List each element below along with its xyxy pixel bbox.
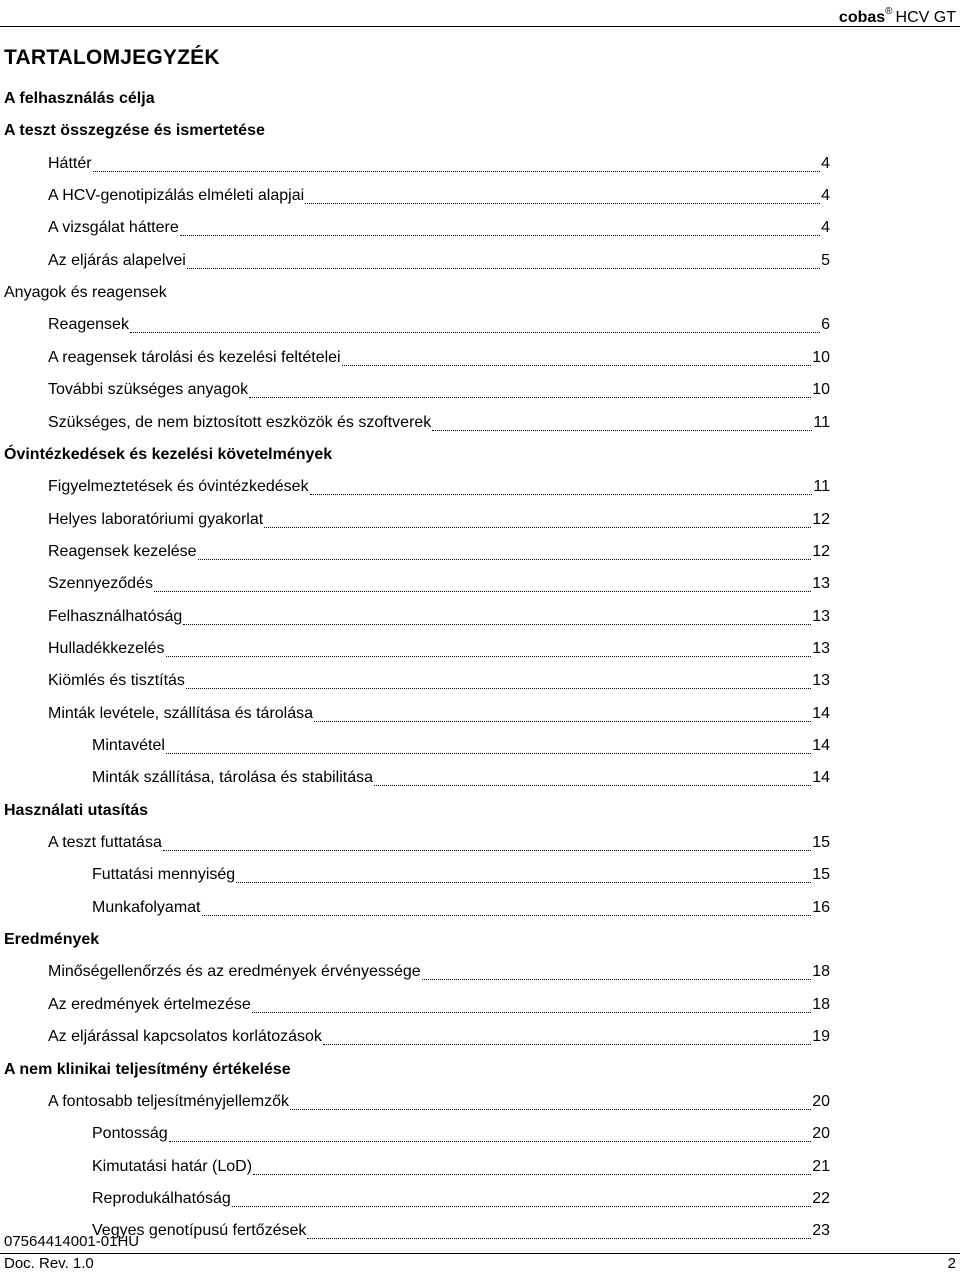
dot-leader: [169, 1141, 812, 1142]
toc-entry[interactable]: [48, 539, 830, 565]
toc-entry[interactable]: [92, 765, 830, 791]
toc-entry-label: Reprodukálhatóság: [92, 1190, 231, 1207]
toc-entry[interactable]: [48, 668, 830, 694]
toc-entry-label: Háttér: [48, 155, 92, 172]
toc-entry-label: A reagensek tárolási és kezelési feltételei: [48, 349, 341, 366]
footer-divider: [0, 1253, 960, 1254]
dot-leader: [166, 656, 812, 657]
toc-entry-page: 21: [812, 1158, 830, 1175]
toc-entry[interactable]: [48, 604, 830, 630]
toc-entry-page: 13: [812, 672, 830, 689]
toc-entry-page: 4: [821, 187, 830, 204]
toc-entry[interactable]: [92, 1186, 830, 1212]
toc-entry-page: 12: [812, 511, 830, 528]
dot-leader: [232, 1206, 811, 1207]
toc-entry-label: A nem klinikai teljesítmény értékelése: [4, 1061, 291, 1078]
toc-entry[interactable]: [92, 733, 830, 759]
dot-leader: [307, 1238, 811, 1239]
toc-entry-page: 20: [812, 1093, 830, 1110]
dot-leader: [166, 753, 811, 754]
document-number: 07564414001-01HU: [4, 1233, 140, 1250]
toc-entry-label: Figyelmeztetések és óvintézkedések: [48, 478, 309, 495]
dot-leader: [310, 494, 813, 495]
toc-entry[interactable]: [48, 410, 830, 436]
dot-leader: [180, 235, 820, 236]
product-name: HCV GT: [895, 9, 956, 26]
toc-entry[interactable]: [48, 959, 830, 985]
dot-leader: [154, 591, 811, 592]
toc-heading: [4, 86, 155, 112]
dot-leader: [432, 430, 812, 431]
dot-leader: [252, 1012, 811, 1013]
toc-entry-label: A felhasználás célja: [4, 90, 155, 107]
dot-leader: [93, 171, 821, 172]
toc-entry-page: 13: [812, 575, 830, 592]
toc-entry[interactable]: [92, 895, 830, 921]
dot-leader: [253, 1174, 811, 1175]
toc-entry[interactable]: [48, 474, 830, 500]
toc-entry-page: 15: [812, 866, 830, 883]
toc-entry-label: Szennyeződés: [48, 575, 153, 592]
dot-leader: [249, 397, 811, 398]
toc-entry-label: A teszt összegzése és ismertetése: [4, 122, 265, 139]
toc-heading: [4, 798, 148, 824]
dot-leader: [187, 268, 820, 269]
toc-heading: [4, 1057, 291, 1083]
toc-entry-page: 11: [813, 478, 830, 495]
toc-entry[interactable]: [48, 507, 830, 533]
toc-title: TARTALOMJEGYZÉK: [4, 46, 220, 69]
dot-leader: [198, 559, 812, 560]
toc-entry-label: Az eljárás alapelvei: [48, 252, 186, 269]
dot-leader: [342, 365, 812, 366]
toc-entry[interactable]: [48, 571, 830, 597]
toc-entry-page: 18: [812, 963, 830, 980]
toc-entry-label: Pontosság: [92, 1125, 168, 1142]
toc-entry-page: 6: [821, 316, 830, 333]
toc-entry[interactable]: [48, 345, 830, 371]
toc-entry-label: Munkafolyamat: [92, 899, 201, 916]
toc-entry-label: Minták szállítása, tárolása és stabilitása: [92, 769, 374, 786]
toc-entry-page: 10: [812, 381, 830, 398]
toc-entry-page: 22: [812, 1190, 830, 1207]
dot-leader: [314, 721, 811, 722]
toc-entry-label: Mintavétel: [92, 737, 165, 754]
toc-entry[interactable]: [48, 215, 830, 241]
page-header: [839, 2, 956, 28]
toc-heading: [4, 118, 265, 144]
toc-entry-page: 12: [812, 543, 830, 560]
toc-entry-page: 13: [812, 608, 830, 625]
toc-entry-label: A vizsgálat háttere: [48, 219, 179, 236]
toc-entry-label: Kiömlés és tisztítás: [48, 672, 185, 689]
toc-entry[interactable]: [48, 312, 830, 338]
toc-entry-page: 13: [812, 640, 830, 657]
toc-entry[interactable]: [48, 830, 830, 856]
header-divider: [0, 26, 960, 27]
page-number: 2: [947, 1255, 956, 1272]
registered-mark: ®: [885, 6, 893, 17]
toc-entry-page: 5: [821, 252, 830, 269]
toc-entry-page: 16: [812, 899, 830, 916]
toc-entry[interactable]: [48, 151, 830, 177]
toc-entry[interactable]: [92, 862, 830, 888]
dot-leader: [374, 785, 811, 786]
toc-entry-page: 4: [821, 219, 830, 236]
toc-entry-page: 4: [821, 155, 830, 172]
toc-heading: [4, 442, 332, 468]
toc-entry-label: Az eljárással kapcsolatos korlátozások: [48, 1028, 322, 1045]
toc-entry[interactable]: [48, 1089, 830, 1115]
toc-entry-page: 14: [812, 737, 830, 754]
toc-entry[interactable]: [92, 1154, 830, 1180]
toc-entry-label: Óvintézkedések és kezelési követelmények: [4, 446, 333, 463]
toc-entry-label: Használati utasítás: [4, 802, 149, 819]
toc-entry[interactable]: [48, 183, 830, 209]
toc-entry-label: Az eredmények értelmezése: [48, 996, 251, 1013]
toc-entry-label: Reagensek kezelése: [48, 543, 197, 560]
toc-entry-page: 23: [812, 1222, 830, 1239]
toc-entry-page: 10: [812, 349, 830, 366]
dot-leader: [183, 624, 811, 625]
dot-leader: [163, 850, 811, 851]
toc-entry-label: Reagensek: [48, 316, 129, 333]
toc-heading: [4, 280, 167, 306]
toc-entry-label: Hulladékkezelés: [48, 640, 165, 657]
toc-entry-page: 20: [812, 1125, 830, 1142]
dot-leader: [323, 1044, 811, 1045]
toc-entry-label: Helyes laboratóriumi gyakorlat: [48, 511, 264, 528]
toc-entry-label: A HCV-genotipizálás elméleti alapjai: [48, 187, 305, 204]
toc-entry-page: 14: [812, 769, 830, 786]
document-revision: Doc. Rev. 1.0: [4, 1255, 94, 1272]
toc-entry-label: Vegyes genotípusú fertőzések: [92, 1222, 307, 1239]
dot-leader: [422, 979, 812, 980]
toc-entry[interactable]: [92, 1121, 830, 1147]
dot-leader: [305, 203, 820, 204]
toc-entry[interactable]: [92, 1218, 830, 1244]
toc-entry[interactable]: [48, 701, 830, 727]
toc-entry[interactable]: [48, 636, 830, 662]
dot-leader: [290, 1109, 811, 1110]
toc-entry-label: Futtatási mennyiség: [92, 866, 236, 883]
toc-entry[interactable]: [48, 248, 830, 274]
toc-entry-label: Minták levétele, szállítása és tárolása: [48, 705, 314, 722]
toc-entry-page: 15: [812, 834, 830, 851]
dot-leader: [186, 688, 811, 689]
dot-leader: [236, 882, 811, 883]
toc-entry-label: További szükséges anyagok: [48, 381, 249, 398]
toc-entry-page: 19: [812, 1028, 830, 1045]
dot-leader: [202, 915, 812, 916]
brand-name: cobas: [838, 9, 886, 26]
toc-entry-label: Minőségellenőrzés és az eredmények érvényessége: [48, 963, 421, 980]
toc-entry-label: Kimutatási határ (LoD): [92, 1158, 253, 1175]
toc-entry[interactable]: [48, 992, 830, 1018]
toc-entry-label: Anyagok és reagensek: [4, 284, 167, 301]
toc-entry-page: 18: [812, 996, 830, 1013]
toc-entry-page: 11: [813, 414, 830, 431]
toc-entry-label: Eredmények: [4, 931, 100, 948]
toc-entry-label: Szükséges, de nem biztosított eszközök és szoftverek: [48, 414, 432, 431]
toc-entry[interactable]: [48, 1024, 830, 1050]
dot-leader: [130, 332, 820, 333]
toc-entry-label: A teszt futtatása: [48, 834, 162, 851]
toc-entry-label: A fontosabb teljesítményjellemzők: [48, 1093, 290, 1110]
toc-heading: [4, 927, 99, 953]
toc-entry[interactable]: [48, 377, 830, 403]
dot-leader: [264, 527, 811, 528]
toc-entry-label: Felhasználhatóság: [48, 608, 183, 625]
toc-entry-page: 14: [812, 705, 830, 722]
